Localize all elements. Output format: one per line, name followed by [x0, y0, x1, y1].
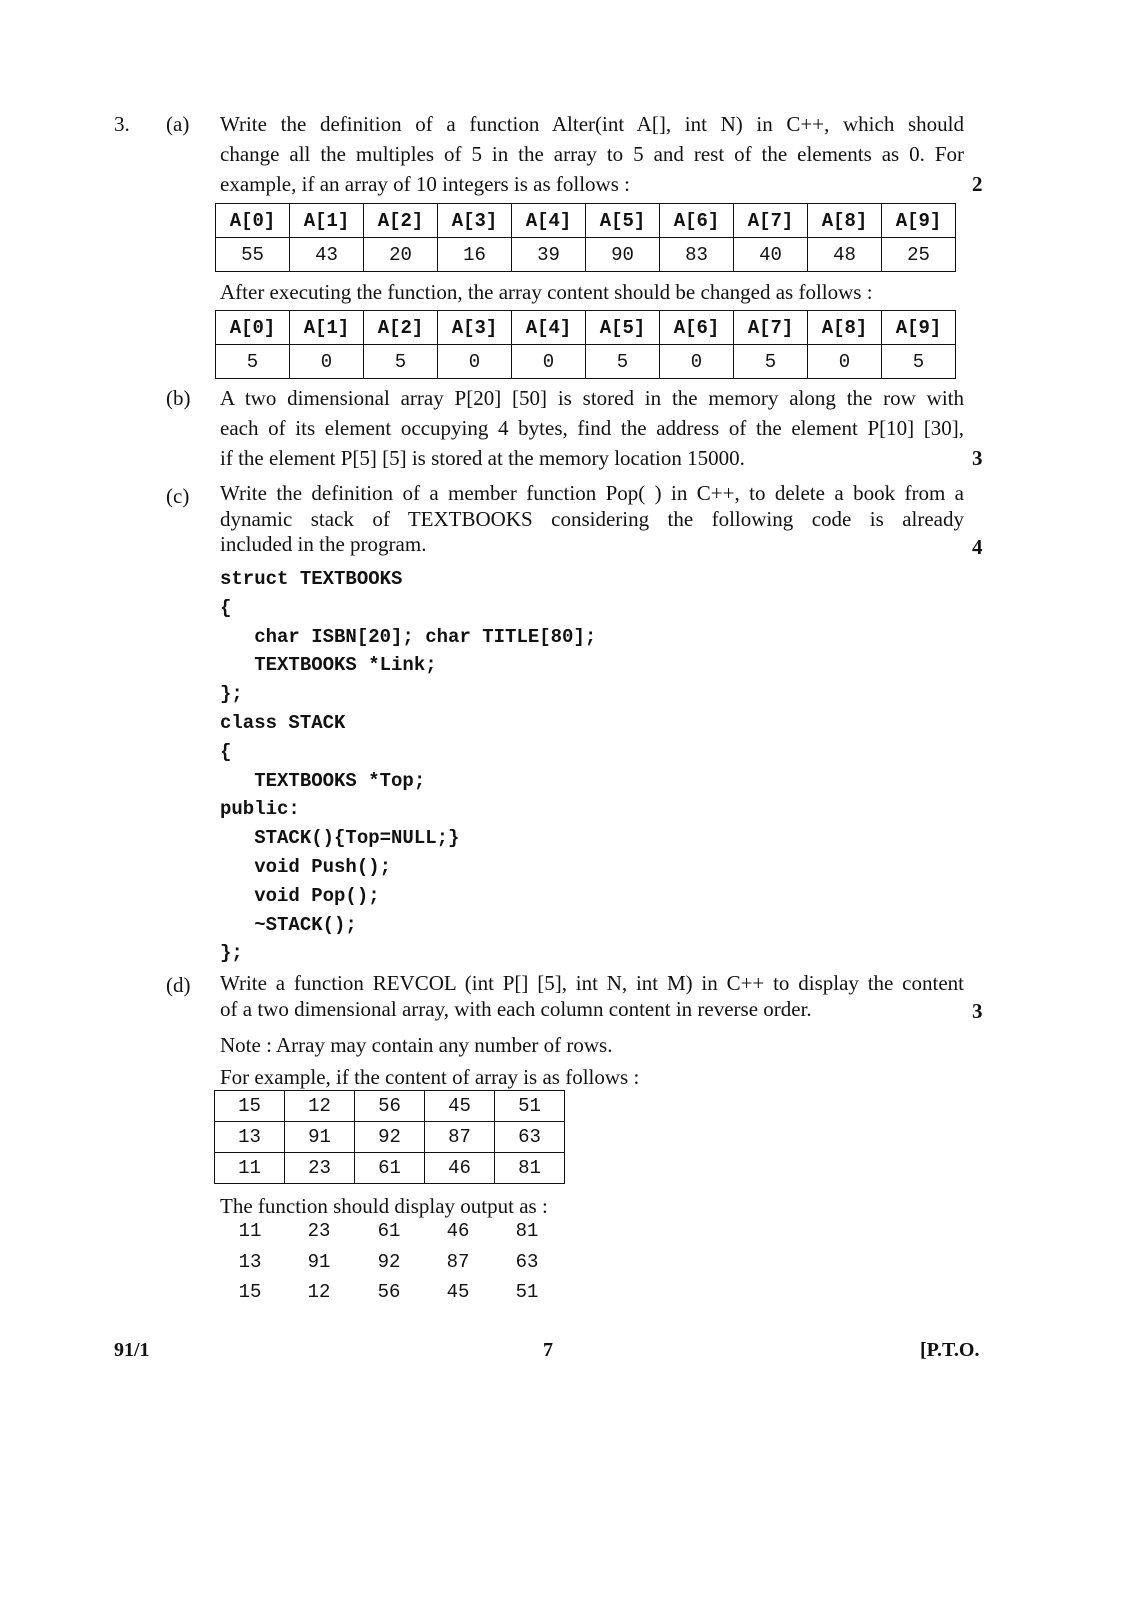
footer-pto: [P.T.O. [920, 1339, 980, 1361]
array-value-cell: 0 [512, 345, 586, 379]
array-value-cell: 0 [808, 345, 882, 379]
output-cell: 81 [515, 1220, 539, 1242]
output-cell: 63 [515, 1250, 539, 1273]
array-value-cell: 5 [216, 345, 290, 379]
array-index-cell: A[7] [734, 311, 808, 345]
note-text: Note : Array may contain any number of rows. [220, 1033, 613, 1057]
part-c-line: dynamic stack of TEXTBOOKS considering the following code is already [220, 506, 964, 531]
part-a-label: (a) [166, 112, 190, 136]
part-c-label: (c) [166, 484, 190, 508]
array-header-row [216, 311, 956, 345]
array-index-cell: A[2] [364, 204, 438, 238]
matrix-cell: 51 [495, 1091, 565, 1122]
array-index-cell: A[8] [808, 204, 882, 238]
part-b-line: each of its element occupying 4 bytes, find the address of the element P[10] [30], [220, 416, 964, 440]
matrix-cell: 91 [285, 1122, 355, 1153]
matrix-cell: 45 [425, 1091, 495, 1122]
array-header-row [216, 204, 956, 238]
matrix-cell: 56 [355, 1091, 425, 1122]
array-index-cell: A[1] [290, 204, 364, 238]
input-matrix-table [214, 1090, 565, 1184]
part-c-line: included in the program. [220, 532, 427, 556]
array-index-cell: A[0] [216, 311, 290, 345]
output-cell: 61 [377, 1220, 401, 1242]
array-value-cell: 0 [290, 345, 364, 379]
output-text: The function should display output as : [220, 1194, 548, 1218]
after-text-line: After executing the function, the array content should be changed as follows : [220, 280, 873, 304]
output-cell: 13 [238, 1250, 262, 1273]
matrix-cell: 15 [215, 1091, 285, 1122]
array-value-cell: 83 [660, 238, 734, 272]
matrix-cell: 12 [285, 1091, 355, 1122]
array-value-cell: 39 [512, 238, 586, 272]
array-value-cell: 5 [882, 345, 956, 379]
output-cell: 46 [446, 1220, 470, 1242]
output-cell: 92 [377, 1250, 401, 1273]
part-a-marks: 2 [972, 172, 983, 196]
array-index-cell: A[2] [364, 311, 438, 345]
output-array-table [215, 310, 956, 379]
part-c-line: Write the definition of a member function Pop( ) in C++, to delete a book from a [220, 481, 964, 505]
matrix-cell: 92 [355, 1122, 425, 1153]
part-d-marks: 3 [972, 999, 983, 1023]
array-index-cell: A[6] [660, 204, 734, 238]
output-cell: 23 [307, 1220, 331, 1242]
output-cell: 56 [377, 1281, 401, 1303]
matrix-cell: 81 [495, 1153, 565, 1184]
array-value-cell: 16 [438, 238, 512, 272]
array-index-cell: A[6] [660, 311, 734, 345]
matrix-cell: 23 [285, 1153, 355, 1184]
part-d-text [220, 970, 964, 1022]
array-index-cell: A[7] [734, 204, 808, 238]
array-value-cell: 0 [438, 345, 512, 379]
output-cell: 91 [307, 1250, 331, 1273]
part-a-line: change all the multiples of 5 in the array to 5 and rest of the elements as 0. For [220, 142, 964, 166]
matrix-row [215, 1153, 565, 1184]
array-index-cell: A[4] [512, 204, 586, 238]
matrix-cell: 13 [215, 1122, 285, 1153]
matrix-cell: 61 [355, 1153, 425, 1184]
part-b-label: (b) [166, 386, 191, 410]
part-d-line: of a two dimensional array, with each column content in reverse order. [220, 997, 812, 1021]
struct-class-code-block: struct TEXTBOOKS { char ISBN[20]; char TITLE[80]; TEXTBOOKS *Link; }; class STACK { TEXTBOOKS *Top; public: STACK(){Top=NULL;} void Push(); void Pop(); ~STACK(); }; [220, 568, 597, 965]
array-value-row [216, 345, 956, 379]
output-cell: 11 [238, 1220, 262, 1242]
part-d-line: Write a function REVCOL (int P[] [5], int N, int M) in C++ to display the content [220, 971, 964, 995]
part-a-after-text [220, 277, 964, 307]
output-cell: 15 [238, 1281, 262, 1303]
array-index-cell: A[5] [586, 204, 660, 238]
output-cell: 12 [307, 1281, 331, 1303]
array-index-cell: A[3] [438, 204, 512, 238]
matrix-cell: 11 [215, 1153, 285, 1184]
array-value-cell: 5 [586, 345, 660, 379]
part-a-line: example, if an array of 10 integers is as follows : [220, 172, 630, 196]
part-b-line: if the element P[5] [5] is stored at the memory location 15000. [220, 446, 745, 470]
array-value-cell: 0 [660, 345, 734, 379]
matrix-cell: 87 [425, 1122, 495, 1153]
part-c-text [220, 481, 964, 558]
matrix-cell: 46 [425, 1153, 495, 1184]
question-number: 3. [114, 112, 130, 136]
output-cell: 45 [446, 1281, 470, 1303]
part-d-label: (d) [166, 973, 191, 997]
output-cell: 87 [446, 1250, 470, 1273]
part-b-line: A two dimensional array P[20] [50] is stored in the memory along the row with [220, 386, 964, 410]
input-array-table [215, 203, 956, 272]
matrix-cell: 63 [495, 1122, 565, 1153]
part-a-text [220, 109, 964, 199]
array-value-cell: 40 [734, 238, 808, 272]
array-index-cell: A[1] [290, 311, 364, 345]
array-index-cell: A[9] [882, 311, 956, 345]
part-b-text [220, 383, 964, 473]
array-index-cell: A[3] [438, 311, 512, 345]
footer-paper-code: 91/1 [114, 1339, 150, 1361]
array-value-cell: 55 [216, 238, 290, 272]
array-index-cell: A[0] [216, 204, 290, 238]
output-cell: 51 [515, 1281, 539, 1303]
array-index-cell: A[9] [882, 204, 956, 238]
footer-page-number: 7 [543, 1339, 553, 1361]
example-text: For example, if the content of array is as follows : [220, 1065, 640, 1089]
array-value-cell: 48 [808, 238, 882, 272]
part-a-line: Write the definition of a function Alter(int A[], int N) in C++, which should [220, 112, 964, 136]
array-index-cell: A[5] [586, 311, 660, 345]
matrix-row [215, 1091, 565, 1122]
array-index-cell: A[8] [808, 311, 882, 345]
array-value-row [216, 238, 956, 272]
array-value-cell: 25 [882, 238, 956, 272]
array-value-cell: 43 [290, 238, 364, 272]
array-value-cell: 5 [364, 345, 438, 379]
part-c-marks: 4 [972, 535, 983, 559]
array-index-cell: A[4] [512, 311, 586, 345]
matrix-row [215, 1122, 565, 1153]
part-b-marks: 3 [972, 446, 983, 470]
array-value-cell: 90 [586, 238, 660, 272]
array-value-cell: 5 [734, 345, 808, 379]
array-value-cell: 20 [364, 238, 438, 272]
